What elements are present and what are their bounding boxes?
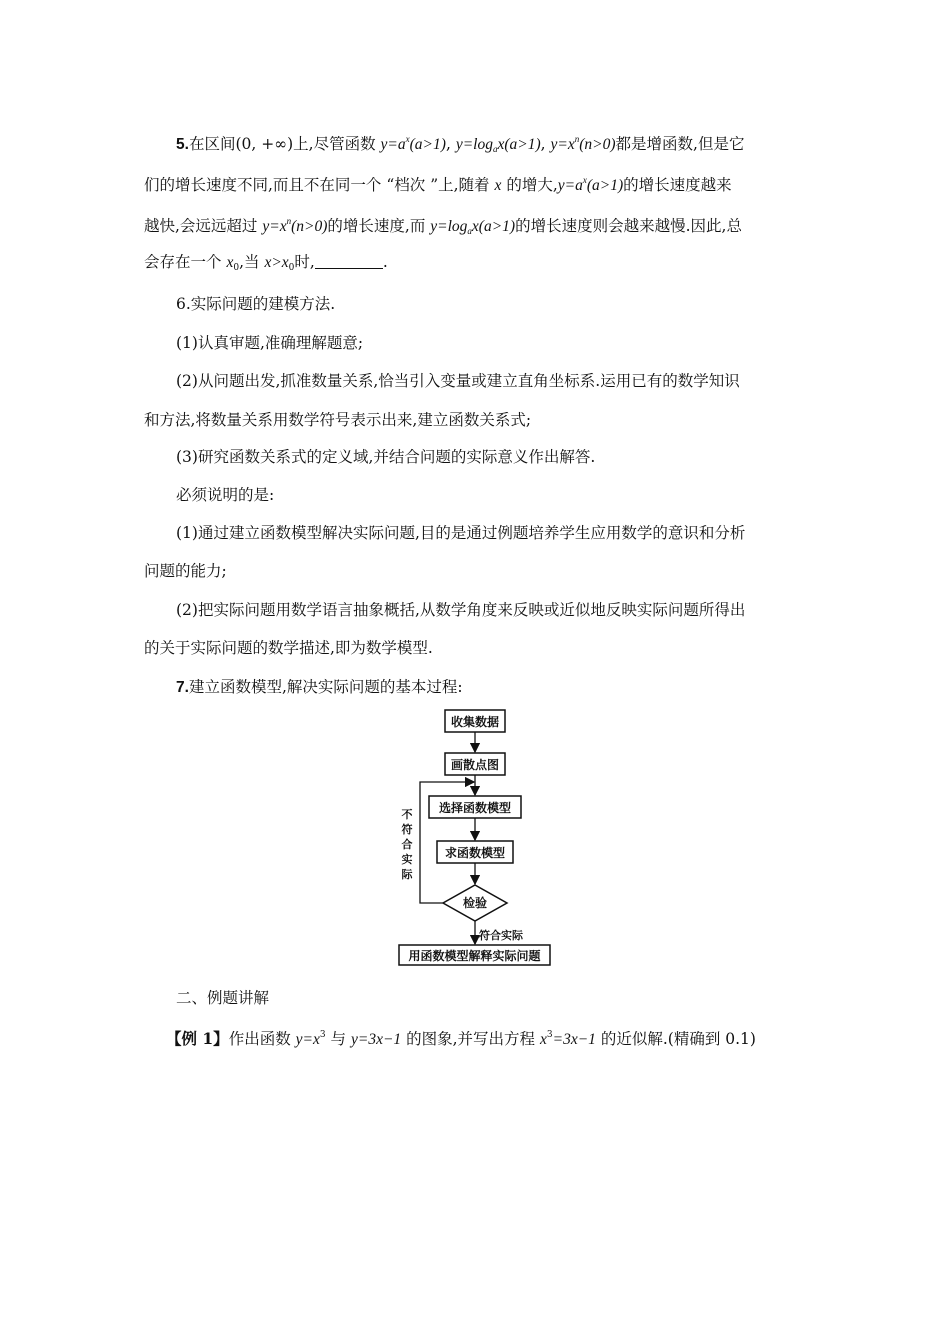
- section2-heading: 二、例题讲解: [176, 989, 270, 1007]
- flow-label-loop: [402, 807, 414, 881]
- flow-label-solve-model: 求函数模型: [444, 846, 506, 860]
- svg-text:符: 符: [401, 823, 413, 836]
- item6-note2-line1: (2)把实际问题用数学语言抽象概括,从数学角度来反映或近似地反映实际问题所得出: [176, 601, 746, 619]
- svg-text:际: 际: [401, 868, 413, 881]
- flow-label-verify: 检验: [462, 896, 488, 910]
- item6-step3: (3)研究函数关系式的定义域,并结合问题的实际意义作出解答.: [176, 448, 596, 466]
- flow-label-choose-model: 选择函数模型: [438, 801, 512, 815]
- svg-text:合: 合: [401, 838, 413, 851]
- item6-note1-line2: 问题的能力;: [144, 562, 227, 580]
- item6-step1: (1)认真审题,准确理解题意;: [176, 334, 364, 352]
- svg-text:不: 不: [401, 808, 413, 821]
- svg-text:实: 实: [401, 853, 413, 866]
- flow-label-interpret: 用函数模型解释实际问题: [408, 949, 541, 963]
- item6-step2-line1: (2)从问题出发,抓准数量关系,恰当引入变量或建立直角坐标系.运用已有的数学知识: [176, 372, 740, 390]
- flow-label-yes: 符合实际: [479, 929, 523, 942]
- item6-note2-line2: 的关于实际问题的数学描述,即为数学模型.: [144, 639, 433, 657]
- example1: 【例 1】作出函数 $y=x^3$ 与 y=3x−1 的图象,并写出方程 $x^3=3x-1$ 的近似解.(精确到 0.1): [166, 1029, 756, 1048]
- item6-step2-line2: 和方法,将数量关系用数学符号表示出来,建立函数关系式;: [144, 411, 532, 429]
- item5-line4: 会存在一个 $x_0$,当 $x>x_0$时, .: [144, 253, 388, 273]
- item7-title: 7.建立函数模型,解决实际问题的基本过程:: [176, 678, 463, 696]
- flow-label-scatter-plot: 画散点图: [450, 758, 500, 772]
- item5-line2: 们的增长速度不同,而且不在同一个 “档次 ”上,随着 x 的增大$,y=a^x(a>1)$的增长速度越来: [144, 175, 732, 194]
- item6-title: 6.实际问题的建模方法.: [176, 295, 336, 313]
- flow-label-collect-data: 收集数据: [450, 715, 500, 729]
- item5-line1: 5.在区间(0, +∞)上,尽管函数 $y=a^x(a>1)$, $y=\log_ax(a>1)$, $y=x^n(n>0)$都是增函数,但是它: [176, 134, 745, 154]
- item5-line3: 越快,会远远超过 $y=x^n(n>0)$的增长速度,而 $y=\log_ax(a>1)$的增长速度则会越来越慢.因此,总: [144, 216, 742, 236]
- item6-note1-line1: (1)通过建立函数模型解决实际问题,目的是通过例题培养学生应用数学的意识和分析: [176, 524, 746, 542]
- item6-note-title: 必须说明的是:: [176, 486, 275, 504]
